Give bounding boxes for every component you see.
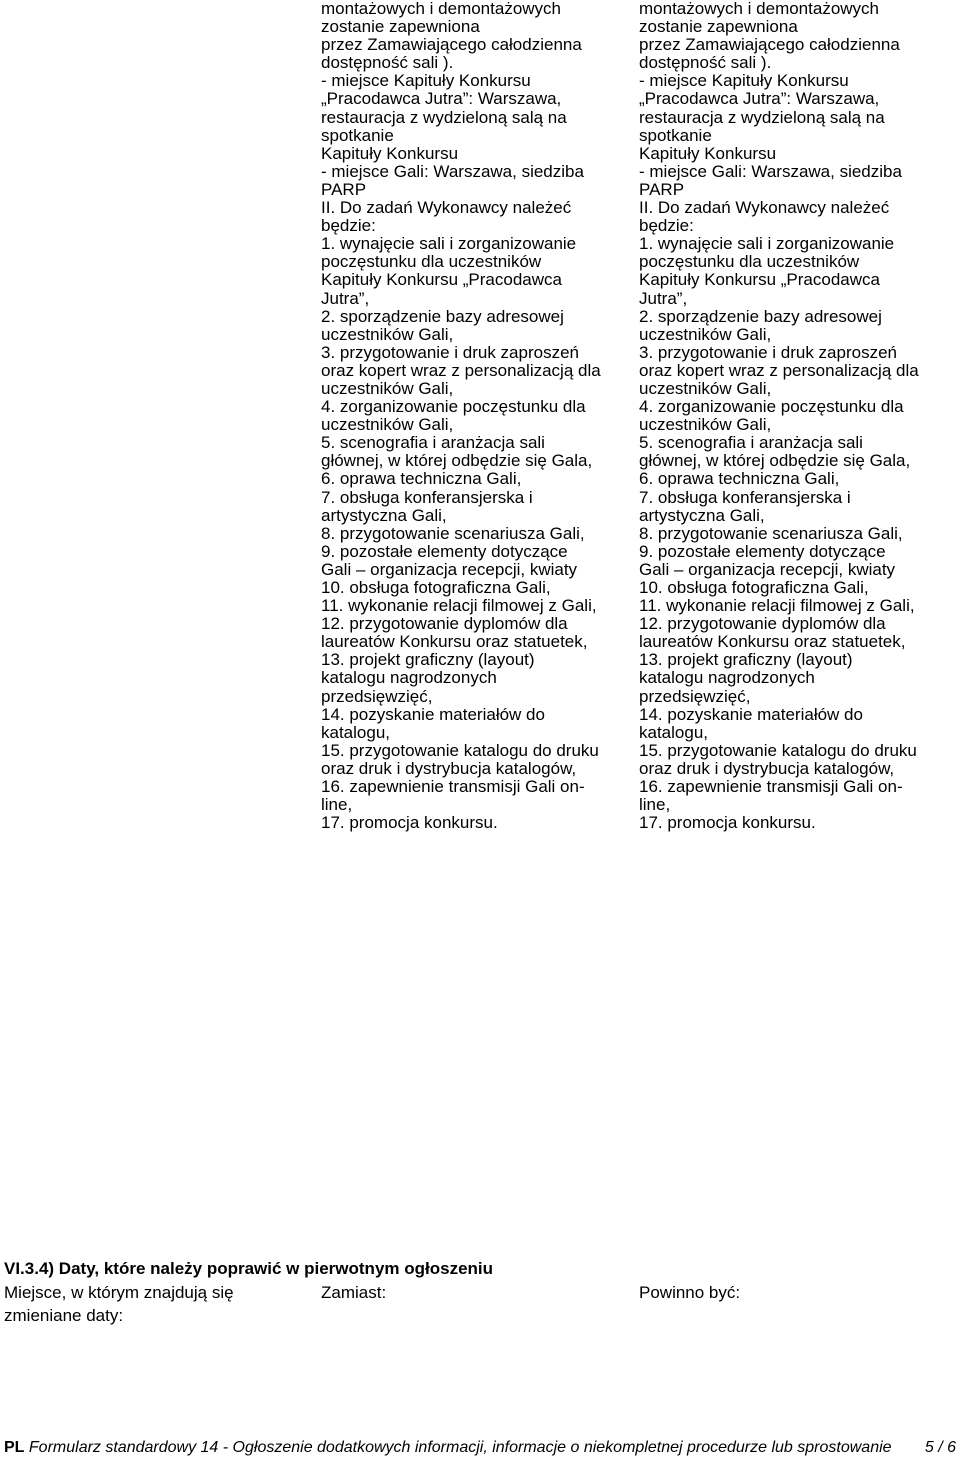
page-number: 5 / 6 [924, 1439, 956, 1456]
form-title: Formularz standardowy 14 - Ogłoszenie dodatkowych informacji, informacje o niekompletnej procedurze lub sprostowanie [28, 1439, 892, 1456]
instead-label: Zamiast: [321, 1283, 387, 1302]
language-code: PL [4, 1439, 25, 1456]
should-be-column-text: montażowych i demontażowych zostanie zapewniona przez Zamawiającego całodzienna dostępność sali ). - miejsce Kapituły Konkursu „Pracodawca Jutra”: Warszawa, restauracja z wydzieloną salą na spotkanie Kapituły Konkursu - miejsce Gali: Warszawa, siedziba PARP II. Do zadań Wykonawcy należeć będzie: 1. wynajęcie sali i zorganizowanie poczęstunku dla uczestników Kapituły Konkursu „Pracodawca Jutra”, 2. sporządzenie bazy adresowej uczestników Gali, 3. przygotowanie i druk zaproszeń oraz kopert wraz z personalizacją dla uczestników Gali, 4. zorganizowanie poczęstunku dla uczestników Gali, 5. scenografia i aranżacja sali głównej, w której odbędzie się Gala, 6. oprawa techniczna Gali, 7. obsługa konferansjerska i artystyczna Gali, 8. przygotowanie scenariusza Gali, 9. pozostałe elementy dotyczące Gali – organizacja recepcji, kwiaty 10. obsługa fotograficzna Gali, 11. wykonanie relacji filmowej z Gali, 12. przygotowanie dyplomów dla laureatów Konkursu oraz statuetek, 13. projekt graficzny (layout) katalogu nagrodzonych przedsięwzięć, 14. pozyskanie materiałów do katalogu, 15. przygotowanie katalogu do druku oraz druk i dystrybucja katalogów, 16. zapewnienie transmisji Gali on- line, 17. promocja konkursu. [639, 0, 919, 833]
should-be-label: Powinno być: [639, 1283, 741, 1302]
instead-column-text: montażowych i demontażowych zostanie zapewniona przez Zamawiającego całodzienna dostępność sali ). - miejsce Kapituły Konkursu „Pracodawca Jutra”: Warszawa, restauracja z wydzieloną salą na spotkanie Kapituły Konkursu - miejsce Gali: Warszawa, siedziba PARP II. Do zadań Wykonawcy należeć będzie: 1. wynajęcie sali i zorganizowanie poczęstunku dla uczestników Kapituły Konkursu „Pracodawca Jutra”, 2. sporządzenie bazy adresowej uczestników Gali, 3. przygotowanie i druk zaproszeń oraz kopert wraz z personalizacją dla uczestników Gali, 4. zorganizowanie poczęstunku dla uczestników Gali, 5. scenografia i aranżacja sali głównej, w której odbędzie się Gala, 6. oprawa techniczna Gali, 7. obsługa konferansjerska i artystyczna Gali, 8. przygotowanie scenariusza Gali, 9. pozostałe elementy dotyczące Gali – organizacja recepcji, kwiaty 10. obsługa fotograficzna Gali, 11. wykonanie relacji filmowej z Gali, 12. przygotowanie dyplomów dla laureatów Konkursu oraz statuetek, 13. projekt graficzny (layout) katalogu nagrodzonych przedsięwzięć, 14. pozyskanie materiałów do katalogu, 15. przygotowanie katalogu do druku oraz druk i dystrybucja katalogów, 16. zapewnienie transmisji Gali on- line, 17. promocja konkursu. [321, 0, 601, 833]
where-dates-label: Miejsce, w którym znajdują się zmieniane daty: [4, 1283, 234, 1325]
section-heading: VI.3.4) Daty, które należy poprawić w pierwotnym ogłoszeniu [4, 1259, 494, 1278]
page-footer [4, 1437, 956, 1458]
